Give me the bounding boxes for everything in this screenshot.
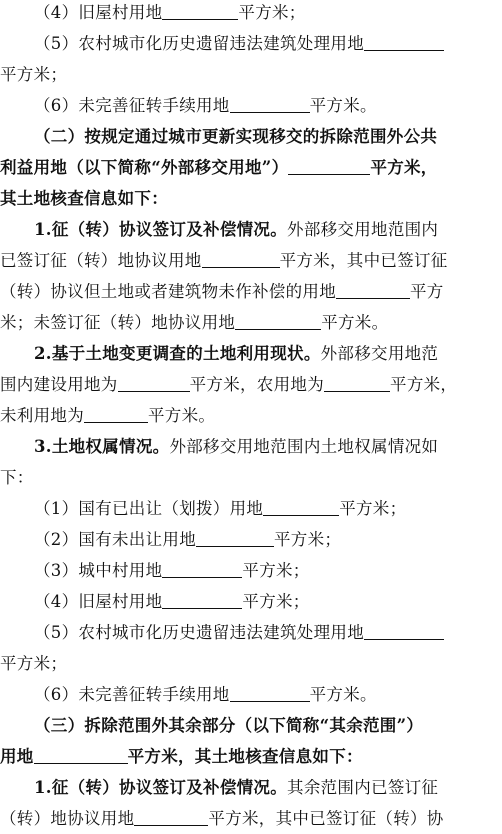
section-heading: 利益用地（以下简称“外部移交用地”） 平方米， bbox=[0, 158, 438, 177]
text-line: 平方米； bbox=[0, 654, 68, 673]
fill-blank bbox=[336, 280, 410, 299]
text-line: （4）旧屋村用地 平方米； bbox=[34, 592, 310, 611]
fill-blank bbox=[324, 373, 390, 392]
fill-blank bbox=[34, 745, 128, 764]
section-heading: （二）按规定通过城市更新实现移交的拆除范围外公共 bbox=[34, 127, 438, 146]
text-line: （3）城中村用地 平方米； bbox=[34, 561, 310, 580]
fill-blank bbox=[134, 807, 208, 826]
text-line: （5）农村城市化历史遗留违法建筑处理用地 bbox=[0, 618, 502, 648]
fill-blank bbox=[235, 311, 321, 330]
text-line: 已签订征（转）地协议用地 平方米，其中已签订征 bbox=[0, 251, 448, 270]
text-line: （转）地协议用地 平方米，其中已签订征（转）协 bbox=[0, 809, 444, 828]
text-line: （4）旧屋村用地 平方米； bbox=[34, 3, 306, 22]
text-line: （5）农村城市化历史遗留违法建筑处理用地 bbox=[0, 29, 502, 59]
text-line: 下： bbox=[0, 468, 34, 487]
fill-blank bbox=[84, 404, 148, 423]
text-line: （2）国有未出让用地 平方米； bbox=[34, 530, 342, 549]
text-line: 2.基于土地变更调查的土地利用现状。外部移交用地范 bbox=[34, 344, 439, 363]
fill-blank bbox=[196, 528, 274, 547]
text-line: 1.征（转）协议签订及补偿情况。外部移交用地范围内 bbox=[34, 220, 439, 239]
fill-blank bbox=[162, 559, 242, 578]
text-line: （1）国有已出让（划拨）用地 平方米； bbox=[34, 499, 407, 518]
text-line: 米；未签订征（转）地协议用地 平方米。 bbox=[0, 313, 389, 332]
fill-blank bbox=[364, 32, 444, 51]
fill-blank bbox=[230, 683, 310, 702]
text-line: 1.征（转）协议签订及补偿情况。其余范围内已签订征 bbox=[34, 778, 439, 797]
section-heading: （三）拆除范围外其余部分（以下简称“其余范围”） bbox=[34, 716, 424, 735]
fill-blank bbox=[162, 1, 238, 20]
section-heading: 其土地核查信息如下： bbox=[0, 189, 168, 208]
text-line: 3.土地权属情况。外部移交用地范围内土地权属情况如 bbox=[34, 437, 439, 456]
text-line: 未利用地为 平方米。 bbox=[0, 406, 216, 425]
fill-blank bbox=[162, 590, 242, 609]
fill-blank bbox=[288, 156, 370, 175]
section-heading: 用地 平方米，其土地核查信息如下： bbox=[0, 747, 363, 766]
text-line: 围内建设用地为 平方米，农用地为 平方米， bbox=[0, 375, 458, 394]
text-line: （6）未完善征转手续用地 平方米。 bbox=[34, 685, 377, 704]
fill-blank bbox=[230, 94, 310, 113]
fill-blank bbox=[263, 497, 339, 516]
fill-blank bbox=[364, 621, 444, 640]
text-line: 平方米； bbox=[0, 65, 68, 84]
fill-blank bbox=[202, 249, 280, 268]
fill-blank bbox=[118, 373, 190, 392]
text-line: （6）未完善征转手续用地 平方米。 bbox=[34, 96, 377, 115]
text-line: （转）协议但土地或者建筑物未作补偿的用地 平方 bbox=[0, 282, 444, 301]
